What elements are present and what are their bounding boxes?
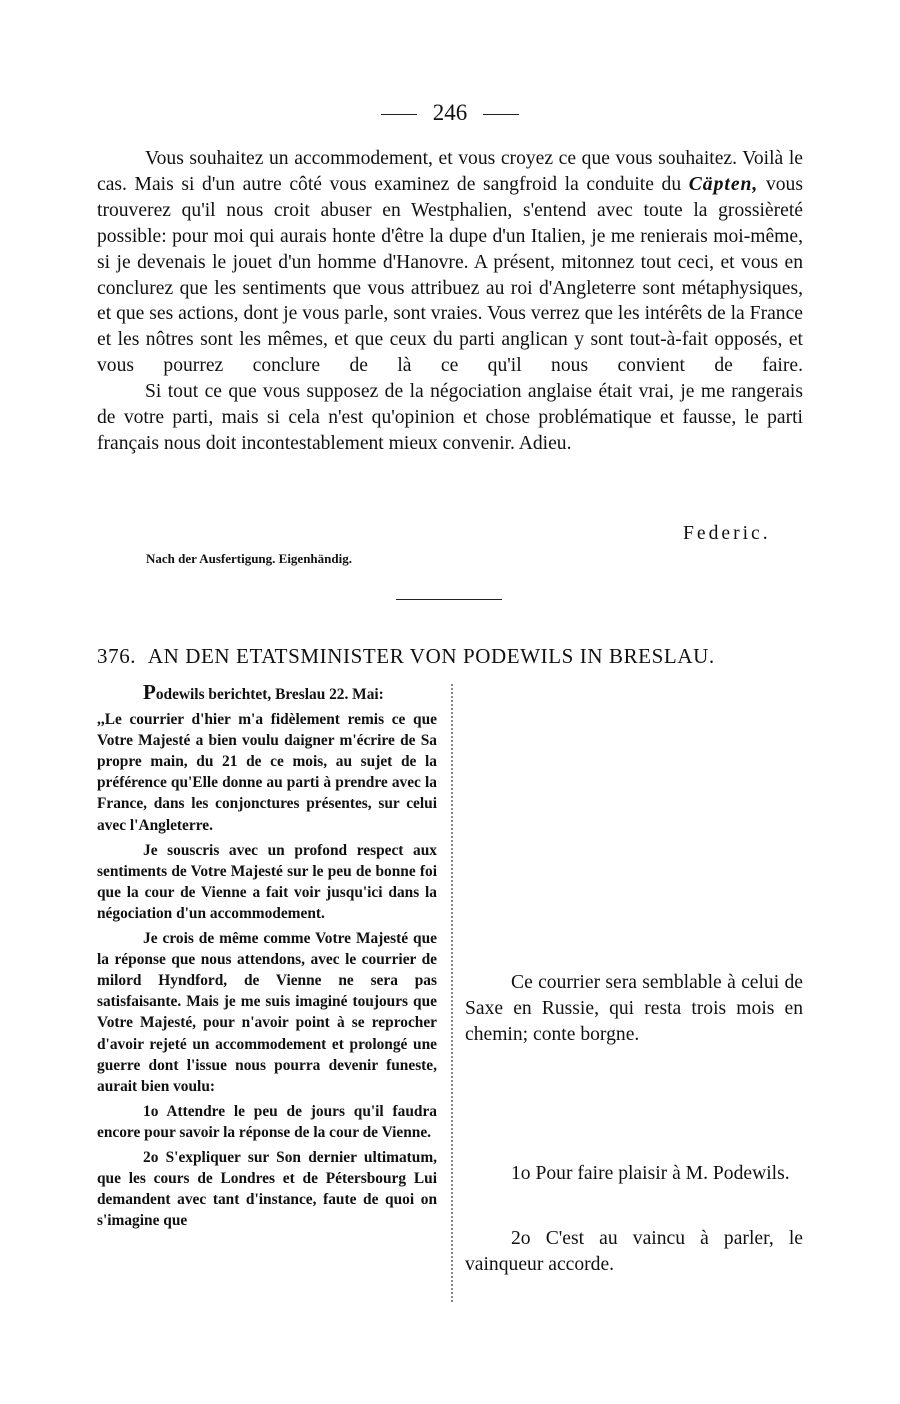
marginal-note-2: 1o Pour faire plaisir à M. Podewils. bbox=[511, 1163, 790, 1184]
marginal-note-1: Ce courrier sera semblable à celui de Saxe en Russie, qui resta trois mois en chemin; conte borgne. bbox=[465, 972, 803, 1045]
source-note: Nach der Ausfertigung. Eigenhändig. bbox=[146, 551, 352, 566]
signature: Federic. bbox=[683, 523, 771, 544]
report-paragraph: Je souscris avec un profond respect aux sentiments de Votre Majesté sur le peu de bonne foi que la cour de Vienne a fait voir jusqu'ici dans la négociation d'un accommodement. bbox=[97, 841, 437, 922]
letter-paragraph-2: Si tout ce que vous supposez de la négociation anglaise était vrai, je me rangerais de votre parti, mais si cela n'est qu'opinion et chose problématique et fausse, le parti français nous doit incontestablement mieux convenir. Adieu. bbox=[97, 381, 803, 454]
page-header bbox=[0, 100, 900, 126]
report-paragraph: ,,Le courrier d'hier m'a fidèlement remis ce que Votre Majesté a bien voulu daigner m'écrire de Sa propre main, du 21 de ce mois, au sujet de la préférence qu'Elle donne au parti à prendre avec la France, dans les conjonctures présentes, sur celui avec l'Angleterre. bbox=[97, 711, 437, 834]
report-lead bbox=[97, 682, 437, 705]
letter-body bbox=[97, 146, 803, 457]
report-paragraph: 2o S'expliquer sur Son dernier ultimatum, que les cours de Londres et de Pétersbourg Lui demandent avec tant d'instance, faute de quoi on s'imagine que bbox=[97, 1148, 437, 1230]
lead-text: odewils berichtet, Breslau 22. Mai: bbox=[155, 686, 384, 703]
section-heading bbox=[97, 644, 807, 669]
emphasized-name: Cäpten, bbox=[688, 173, 759, 195]
page-number: 246 bbox=[432, 100, 468, 125]
header-dash-right bbox=[483, 114, 519, 115]
letter-paragraph-1 bbox=[97, 146, 803, 379]
report-paragraph: 1o Attendre le peu de jours qu'il faudra encore pour savoir la réponse de la cour de Vienne. bbox=[97, 1102, 437, 1141]
section-separator bbox=[396, 599, 502, 600]
header-dash-left bbox=[381, 114, 417, 115]
section-title: AN DEN ETATSMINISTER VON PODEWILS IN BRESLAU. bbox=[147, 644, 715, 668]
report-column bbox=[97, 682, 437, 1235]
section-number: 376. bbox=[97, 644, 137, 668]
column-divider bbox=[451, 684, 453, 1302]
marginal-note-3: 2o C'est au vaincu à parler, le vainqueur accorde. bbox=[465, 1228, 803, 1275]
letter-text: Vous souhaitez un accommodement, et vous croyez ce que vous souhaitez. Voilà le cas. Mais si d'un autre côté vous examinez de sangfroid la conduite du bbox=[97, 148, 803, 195]
lead-initial: P bbox=[143, 680, 156, 704]
report-paragraph: Je crois de même comme Votre Majesté que la réponse que nous attendons, avec le courrier de milord Hyndford, de Vienne ne sera pas satisfaisante. Mais je me suis imaginé toujours que Votre Majesté, pour n'avoir point à se reprocher d'avoir rejeté un accommodement et prolongé une guerre dont l'issue nous pourra devenir funeste, aurait bien voulu: bbox=[97, 930, 437, 1095]
letter-text: vous trouverez qu'il nous croit abuser en Westphalien, s'entend avec toute la grossièreté possible: pour moi qui aurais honte d'être la dupe d'un Italien, je me renierais moi-même, si je devenais le jouet d'un homme d'Hanovre. A présent, mitonnez tout ceci, et vous en conclurez que les sentiments que vous attribuez au roi d'Angleterre sont métaphysiques, et que ses actions, dont je vous parle, sont vraies. Vous verrez que les intérêts de la France et les nôtres sont les mêmes, et que ceux du parti anglican y sont tout-à-fait opposés, et vous pourrez conclure de là ce qu'il nous convient de faire. bbox=[97, 173, 803, 377]
